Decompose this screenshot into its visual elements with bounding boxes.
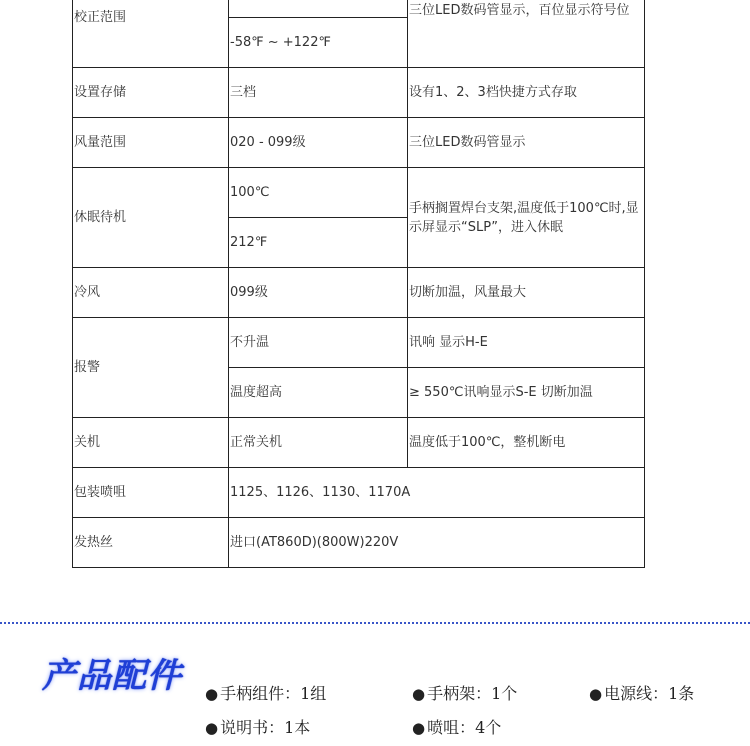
table-row bbox=[73, 318, 645, 368]
accessory-item bbox=[205, 715, 310, 738]
sleep-c: 100℃ bbox=[229, 168, 408, 218]
cold-value: 099级 bbox=[229, 268, 408, 318]
accessory-item bbox=[205, 681, 326, 704]
sleep-f: 212℉ bbox=[229, 218, 408, 268]
heater-label: 发热丝 bbox=[73, 518, 229, 568]
table-row bbox=[73, 68, 645, 118]
alarm-over-note: ≥ 550℃讯响显示S-E 切断加温 bbox=[408, 368, 645, 418]
accessory-item bbox=[412, 681, 517, 704]
accessory-label: 手柄组件：1组 bbox=[220, 684, 327, 703]
alarm-label: 报警 bbox=[73, 318, 229, 418]
accessory-item bbox=[412, 715, 501, 738]
alarm-over: 温度超高 bbox=[229, 368, 408, 418]
airflow-label: 风量范围 bbox=[73, 118, 229, 168]
cold-note: 切断加温，风量最大 bbox=[408, 268, 645, 318]
accessories-title: 产品配件 bbox=[42, 656, 182, 696]
spec-table bbox=[72, 0, 645, 568]
sleep-note: 手柄搁置焊台支架,温度低于100℃时,显示屏显示“SLP”，进入休眠 bbox=[408, 168, 645, 268]
bullet-icon: ● bbox=[205, 719, 219, 737]
table-row bbox=[73, 268, 645, 318]
bullet-icon: ● bbox=[589, 685, 603, 703]
cold-label: 冷风 bbox=[73, 268, 229, 318]
storage-note: 设有1、2、3档快捷方式存取 bbox=[408, 68, 645, 118]
bullet-icon: ● bbox=[412, 719, 426, 737]
shutdown-label: 关机 bbox=[73, 418, 229, 468]
accessory-label: 电源线：1条 bbox=[604, 684, 695, 703]
shutdown-value: 正常关机 bbox=[229, 418, 408, 468]
table-row bbox=[73, 118, 645, 168]
table-row bbox=[73, 468, 645, 518]
airflow-note: 三位LED数码管显示 bbox=[408, 118, 645, 168]
shutdown-note: 温度低于100℃，整机断电 bbox=[408, 418, 645, 468]
accessory-label: 喷咀：4个 bbox=[427, 718, 502, 737]
accessory-item bbox=[589, 681, 694, 704]
dotted-divider bbox=[0, 622, 750, 624]
calibration-label: 校正范围 bbox=[73, 0, 229, 68]
storage-label: 设置存储 bbox=[73, 68, 229, 118]
accessory-label: 手柄架：1个 bbox=[427, 684, 518, 703]
nozzle-label: 包装喷咀 bbox=[73, 468, 229, 518]
bullet-icon: ● bbox=[205, 685, 219, 703]
calibration-c-cell bbox=[229, 0, 408, 18]
storage-value: 三档 bbox=[229, 68, 408, 118]
airflow-value: 020 - 099级 bbox=[229, 118, 408, 168]
sleep-label: 休眠待机 bbox=[73, 168, 229, 268]
alarm-no-heat-note: 讯响 显示H-E bbox=[408, 318, 645, 368]
calibration-f: -58℉ ~ +122℉ bbox=[229, 18, 408, 68]
heater-value: 进口(AT860D)(800W)220V bbox=[229, 518, 645, 568]
nozzle-value: 1125、1126、1130、1170A bbox=[229, 468, 645, 518]
table-row bbox=[73, 168, 645, 218]
table-row bbox=[73, 418, 645, 468]
table-row bbox=[73, 0, 645, 18]
alarm-no-heat: 不升温 bbox=[229, 318, 408, 368]
table-row bbox=[73, 518, 645, 568]
calibration-note: 三位LED数码管显示，百位显示符号位 bbox=[408, 0, 645, 68]
bullet-icon: ● bbox=[412, 685, 426, 703]
accessory-label: 说明书：1本 bbox=[220, 718, 311, 737]
